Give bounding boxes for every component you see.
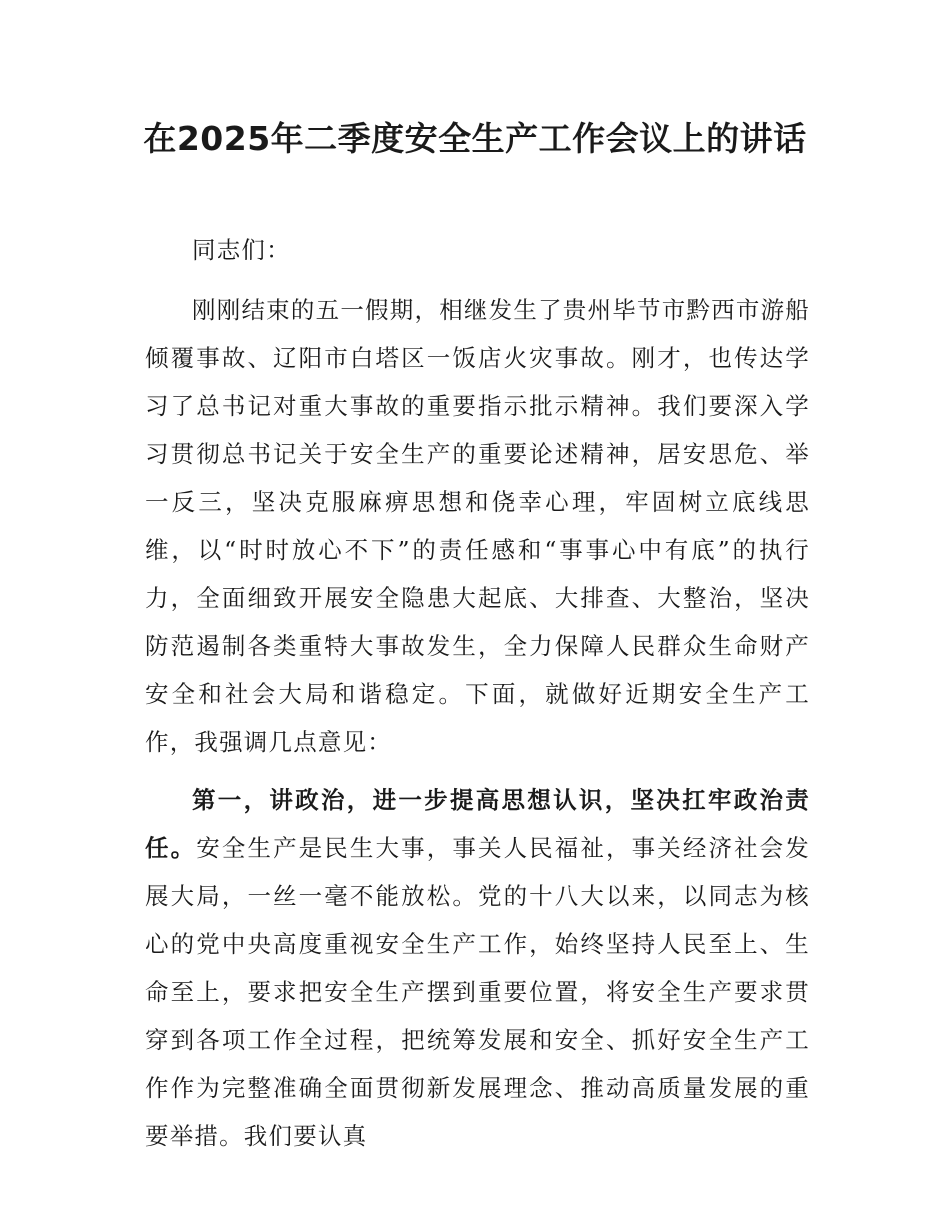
paragraph-heading: 第一，讲政治，进一步提高思想认识，坚决扛牢政治责任。 (145, 786, 810, 862)
document-body (145, 226, 810, 1160)
paragraph-intro (145, 286, 810, 766)
paragraph-text: 刚刚结束的五一假期，相继发生了贵州毕节市黔西市游船倾覆事故、辽阳市白塔区一饭店火灾事故。刚才，也传达学习了总书记对重大事故的重要指示批示精神。我们要深入学习贯彻总书记关于安全生产的重要论述精神，居安思危、举一反三，坚决克服麻痹思想和侥幸心理，牢固树立底线思维，以“时时放心不下”的责任感和“事事心中有底”的执行力，全面细致开展安全隐患大起底、大排查、大整治，坚决防范遏制各类重特大事故发生，全力保障人民群众生命财产安全和社会大局和谐稳定。下面，就做好近期安全生产工作，我强调几点意见： (145, 296, 810, 756)
greeting: 同志们： (192, 236, 291, 264)
document-title: 在2025年二季度安全生产工作会议上的讲话 (143, 119, 807, 158)
paragraph-point-one (145, 776, 810, 1160)
paragraph-text: 安全生产是民生大事，事关人民福祉，事关经济社会发展大局，一丝一毫不能放松。党的十八大以来，以同志为核心的党中央高度重视安全生产工作，始终坚持人民至上、生命至上，要求把安全生产摆到重要位置，将安全生产要求贯穿到各项工作全过程，把统筹发展和安全、抓好安全生产工作作为完整准确全面贯彻新发展理念、推动高质量发展的重要举措。我们要认真 (145, 834, 810, 1150)
